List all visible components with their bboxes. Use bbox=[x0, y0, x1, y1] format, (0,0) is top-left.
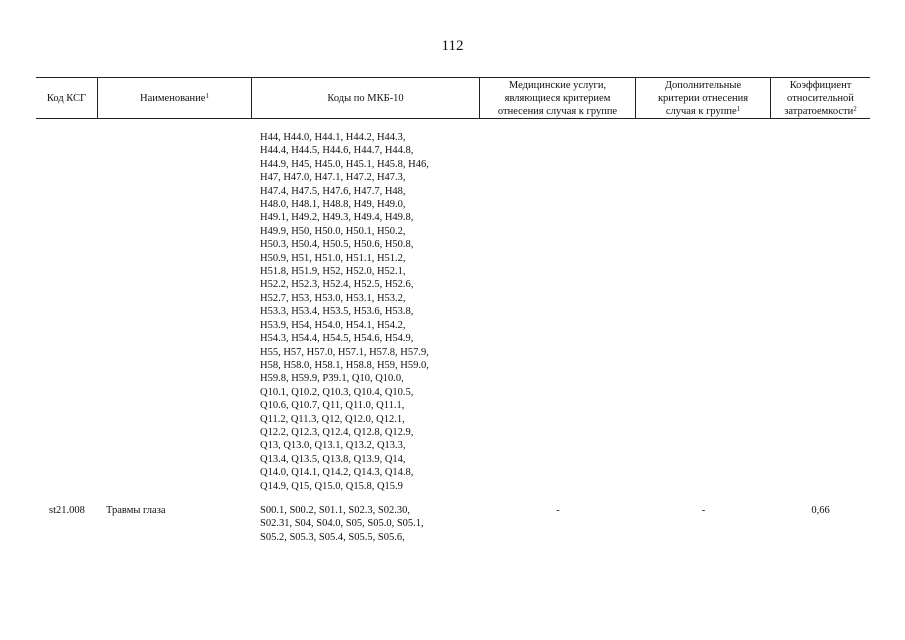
icd-code-line: H53.3, H53.4, H53.5, H53.6, H53.8, bbox=[260, 306, 414, 318]
icd-code-line: Q13, Q13.0, Q13.1, Q13.2, Q13.3, bbox=[260, 440, 406, 452]
header-code-label: Код КСГ bbox=[46, 92, 87, 104]
icd-code-line: H49.9, H50, H50.0, H50.1, H50.2, bbox=[260, 225, 406, 237]
icd-code-line: H49.1, H49.2, H49.3, H49.4, H49.8, bbox=[260, 212, 414, 224]
header-code bbox=[36, 78, 98, 118]
header-icd-label: Коды по МКБ-10 bbox=[327, 92, 404, 104]
ksg-name: Травмы глаза bbox=[106, 504, 166, 516]
table-row bbox=[36, 504, 870, 544]
table-header bbox=[36, 77, 870, 119]
icd-code-line: Q10.6, Q10.7, Q11, Q11.0, Q11.1, bbox=[260, 400, 405, 412]
extra-criteria-value: - bbox=[701, 504, 706, 516]
icd-code-line: H47, H47.0, H47.1, H47.2, H47.3, bbox=[260, 172, 406, 184]
icd-code-line: H51.8, H51.9, H52, H52.0, H52.1, bbox=[260, 266, 406, 278]
continuation-codes-cell bbox=[252, 131, 480, 493]
icd-code-line: H47.4, H47.5, H47.6, H47.7, H48, bbox=[260, 185, 406, 197]
icd-code-line: Q12.2, Q12.3, Q12.4, Q12.8, Q12.9, bbox=[260, 426, 414, 438]
header-services bbox=[480, 78, 636, 118]
header-services-label: Медицинские услуги, являющиеся критерием отнесения случая к группе bbox=[497, 79, 618, 117]
icd-code-line: H48.0, H48.1, H48.8, H49, H49.0, bbox=[260, 199, 406, 211]
icd-code-line: H44.4, H44.5, H44.6, H44.7, H44.8, bbox=[260, 145, 414, 157]
icd-code-line: H58, H58.0, H58.1, H58.8, H59, H59.0, bbox=[260, 359, 429, 371]
icd-code-line: H52.2, H52.3, H52.4, H52.5, H52.6, bbox=[260, 279, 414, 291]
icd-code-line: S05.2, S05.3, S05.4, S05.5, S05.6, bbox=[260, 531, 405, 543]
icd-code-line: H52.7, H53, H53.0, H53.1, H53.2, bbox=[260, 292, 406, 304]
ksg-table bbox=[36, 77, 870, 544]
coefficient-value: 0,66 bbox=[811, 504, 830, 516]
icd-code-line: H44.9, H45, H45.0, H45.1, H45.8, H46, bbox=[260, 158, 429, 170]
icd-code-line: Q11.2, Q11.3, Q12, Q12.0, Q12.1, bbox=[260, 413, 405, 425]
header-extra-criteria-label: Дополнительные критерии отнесения случая к группе$^1$ bbox=[657, 79, 749, 117]
icd-code-line: Q10.1, Q10.2, Q10.3, Q10.4, Q10.5, bbox=[260, 386, 414, 398]
icd-codes-cell bbox=[252, 504, 480, 544]
icd-code-line: H54.3, H54.4, H54.5, H54.6, H54.9, bbox=[260, 333, 414, 345]
table-row-continuation bbox=[36, 131, 870, 493]
header-icd bbox=[252, 78, 480, 118]
icd-code-line: Q13.4, Q13.5, Q13.8, Q13.9, Q14, bbox=[260, 453, 406, 465]
icd-code-line: Q14.9, Q15, Q15.0, Q15.8, Q15.9 bbox=[260, 480, 403, 492]
header-coefficient-label: Коэффициент относительной затратоемкости$^2$ bbox=[784, 79, 857, 117]
icd-code-line: H50.9, H51, H51.0, H51.1, H51.2, bbox=[260, 252, 406, 264]
icd-code-line: H55, H57, H57.0, H57.1, H57.8, H57.9, bbox=[260, 346, 429, 358]
page-number: 112 bbox=[441, 38, 464, 54]
services-value: - bbox=[556, 504, 560, 516]
header-coefficient bbox=[771, 78, 870, 118]
header-name bbox=[98, 78, 252, 118]
icd-code-line: Q14.0, Q14.1, Q14.2, Q14.3, Q14.8, bbox=[260, 467, 414, 479]
icd-code-line: S00.1, S00.2, S01.1, S02.3, S02.30, bbox=[260, 504, 410, 516]
header-extra-criteria bbox=[636, 78, 771, 118]
ksg-code: st21.008 bbox=[49, 504, 85, 516]
icd-code-line: H53.9, H54, H54.0, H54.1, H54.2, bbox=[260, 319, 406, 331]
icd-code-line: H59.8, H59.9, P39.1, Q10, Q10.0, bbox=[260, 373, 404, 385]
icd-code-line: H44, H44.0, H44.1, H44.2, H44.3, bbox=[260, 132, 406, 143]
icd-code-line: S02.31, S04, S04.0, S05, S05.0, S05.1, bbox=[260, 518, 424, 530]
header-name-label: Наименование$^1$ bbox=[140, 91, 209, 104]
icd-code-line: H50.3, H50.4, H50.5, H50.6, H50.8, bbox=[260, 239, 414, 251]
